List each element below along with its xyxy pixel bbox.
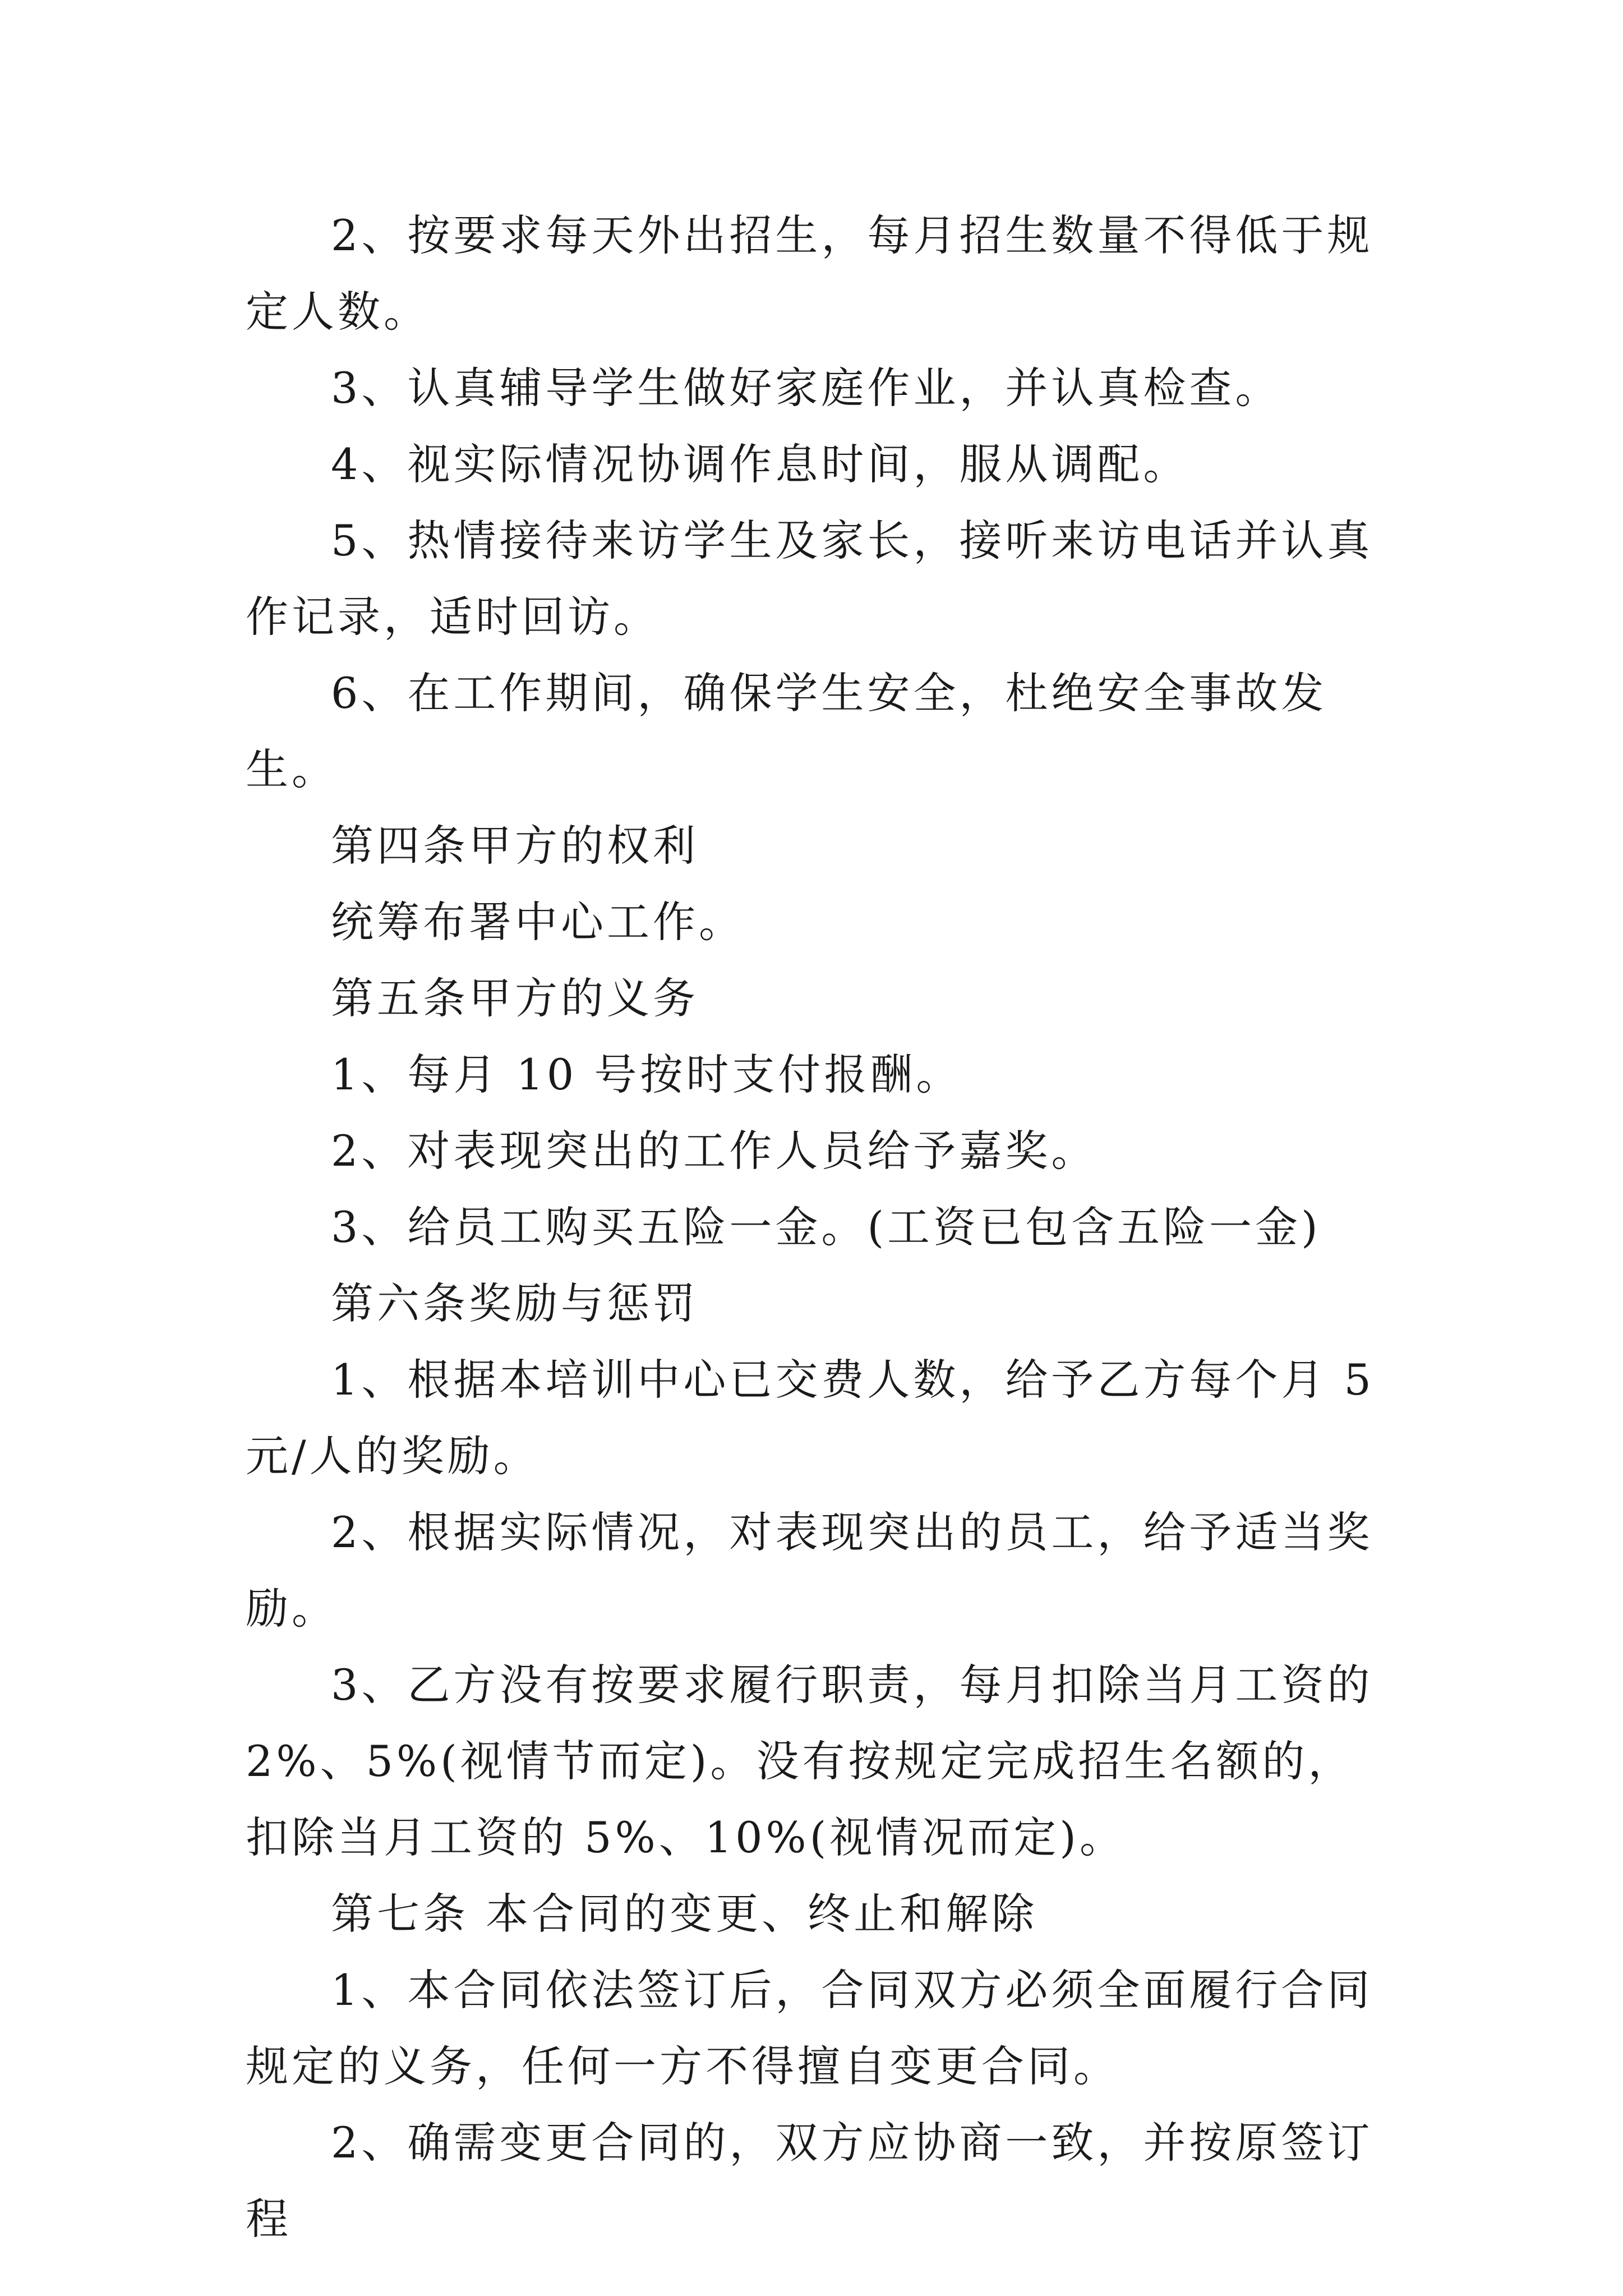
paragraph-contract-binding: 1、本合同依法签订后，合同双方必须全面履行合同规定的义务，任何一方不得擅自变更合同。 <box>246 1965 1373 2091</box>
paragraph-homework-duty: 3、认真辅导学生做好家庭作业，并认真检查。 <box>331 363 1281 413</box>
paragraph-reward-outstanding: 2、根据实际情况，对表现突出的员工，给予适当奖励。 <box>246 1507 1373 1634</box>
heading-article-7: 第七条 本合同的变更、终止和解除 <box>331 1889 1038 1939</box>
paragraph-payment: 1、每月 10 号按时支付报酬。 <box>331 1050 962 1099</box>
heading-article-4: 第四条甲方的权利 <box>331 821 699 871</box>
paragraph-safety-duty: 6、在工作期间，确保学生安全，杜绝安全事故发生。 <box>246 668 1327 794</box>
paragraph-contract-change: 2、确需变更合同的，双方应协商一致，并按原签订程 <box>246 2118 1373 2244</box>
paragraph-recruit-duty: 2、按要求每天外出招生，每月招生数量不得低于规定人数。 <box>246 210 1373 337</box>
paragraph-reception-duty: 5、热情接待来访学生及家长，接听来访电话并认真作记录，适时回访。 <box>246 516 1373 642</box>
paragraph-schedule-duty: 4、视实际情况协调作息时间，服从调配。 <box>331 439 1189 489</box>
document-body <box>246 197 1384 2257</box>
paragraph-insurance: 3、给员工购买五险一金。(工资已包含五险一金) <box>331 1202 1321 1252</box>
paragraph-reward-per-student: 1、根据本培训中心已交费人数，给予乙方每个月 5 元/人的奖励。 <box>246 1355 1375 1481</box>
heading-article-6: 第六条奖励与惩罚 <box>331 1278 699 1328</box>
heading-article-5: 第五条甲方的义务 <box>331 973 699 1023</box>
paragraph-penalty: 3、乙方没有按要求履行职责，每月扣除当月工资的 2%、5%(视情节而定)。没有按规定完成招生名额的，扣除当月工资的 5%、10%(视情况而定)。 <box>246 1660 1373 1862</box>
paragraph-party-a-rights: 统筹布署中心工作。 <box>331 897 745 947</box>
paragraph-commendation: 2、对表现突出的工作人员给予嘉奖。 <box>331 1126 1098 1176</box>
